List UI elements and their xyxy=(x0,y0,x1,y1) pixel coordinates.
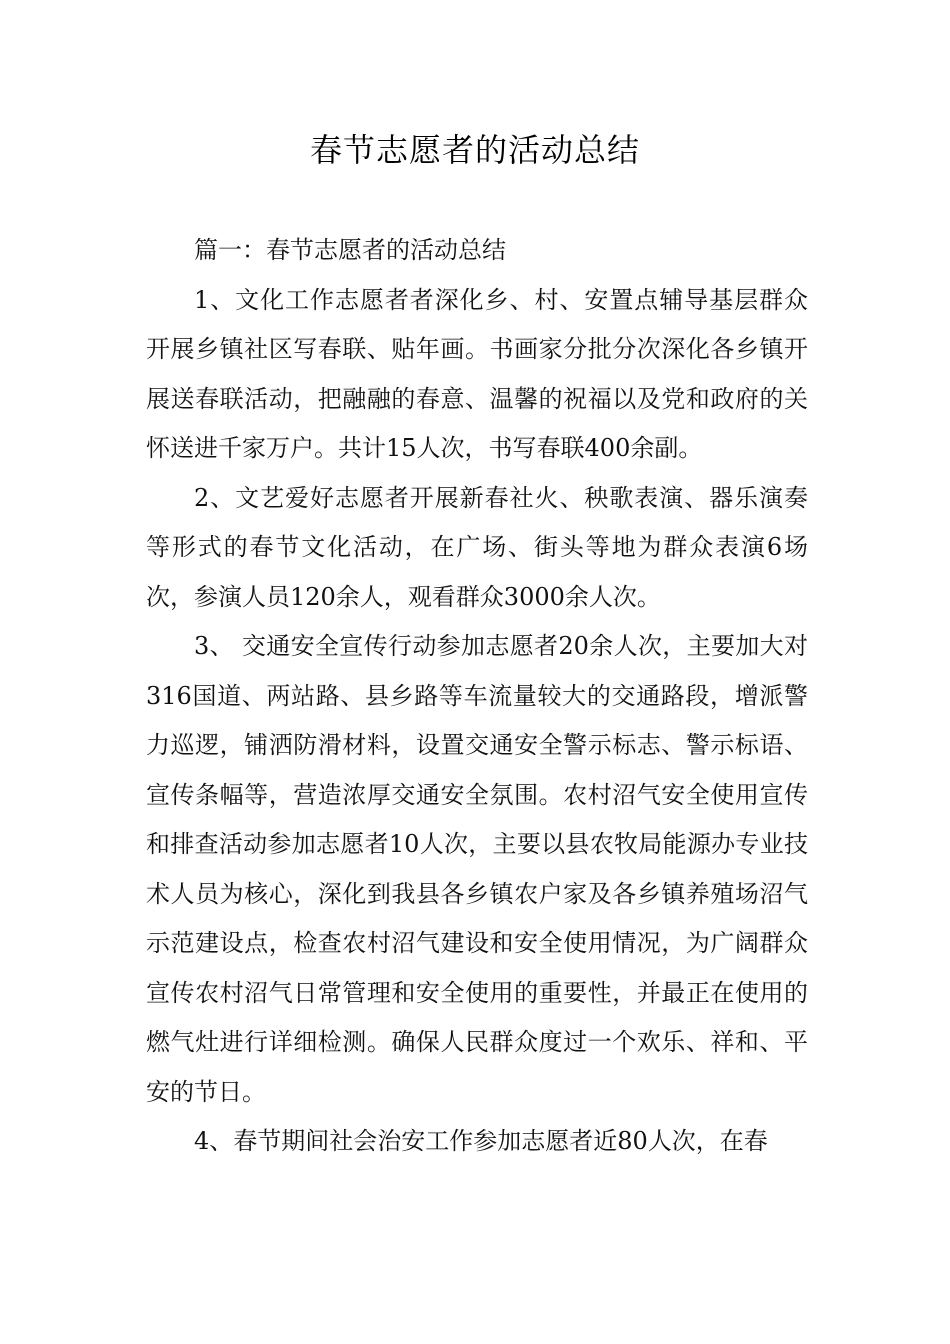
paragraph-section-heading: 篇一：春节志愿者的活动总结 xyxy=(194,236,506,264)
paragraph-item-4: 4、春节期间社会治安工作参加志愿者近80人次，在春 xyxy=(194,1127,768,1155)
paragraph-item-2: 2、文艺爱好志愿者开展新春社火、秧歌表演、器乐演奏等形式的春节文化活动，在广场、街头等地为群众表演6场次，参演人员120余人，观看群众3000余人次。 xyxy=(146,483,808,611)
paragraph-item-3: 3、 交通安全宣传行动参加志愿者20余人次，主要加大对316国道、两站路、县乡路等车流量较大的交通路段，增派警力巡逻，铺洒防滑材料，设置交通安全警示标志、警示标语、宣传条幅等，营造浓厚交通安全氛围。农村沼气安全使用宣传和排查活动参加志愿者10人次，主要以县农牧局能源办专业技术人员为核心，深化到我县各乡镇农户家及各乡镇养殖场沼气示范建设点，检查农村沼气建设和安全使用情况，为广阔群众宣传农村沼气日常管理和安全使用的重要性，并最正在使用的燃气灶进行详细检测。确保人民群众度过一个欢乐、祥和、平安的节日。 xyxy=(146,632,808,1106)
paragraph-item-1: 1、文化工作志愿者者深化乡、村、安置点辅导基层群众开展乡镇社区写春联、贴年画。书画家分批分次深化各乡镇开展送春联活动，把融融的春意、温馨的祝福以及党和政府的关怀送进千家万户。共计15人次，书写春联400余副。 xyxy=(146,285,808,462)
document-title: 春节志愿者的活动总结 xyxy=(309,131,640,169)
document-body xyxy=(146,226,808,1167)
